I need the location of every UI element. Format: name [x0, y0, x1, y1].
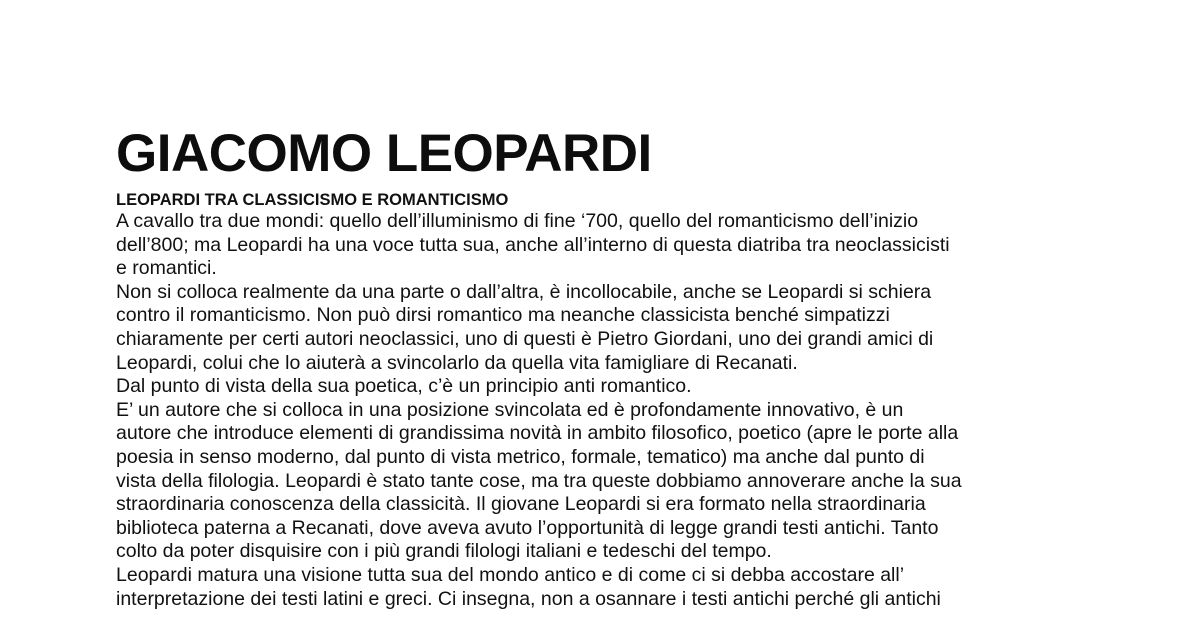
text-line: Leopardi, colui che lo aiuterà a svincolarlo da quella vita famigliare di Recanati.	[116, 351, 798, 374]
body-paragraph	[116, 210, 1106, 611]
text-line: chiaramente per certi autori neoclassici, uno di questi è Pietro Giordani, uno dei grandi amici di	[116, 327, 934, 350]
text-line: autore che introduce elementi di grandissima novità in ambito filosofico, poetico (apre le porte alla	[116, 422, 959, 445]
text-line: E’ un autore che si colloca in una posizione svincolata ed è profondamente innovativo, è un	[116, 398, 904, 421]
document-page	[116, 124, 1106, 611]
text-line: straordinaria conoscenza della classicità. Il giovane Leopardi si era formato nella straordinaria	[116, 493, 926, 516]
text-line: Dal punto di vista della sua poetica, c’è un principio anti romantico.	[116, 375, 692, 398]
section-heading: LEOPARDI TRA CLASSICISMO E ROMANTICISMO	[116, 191, 509, 209]
text-line: Leopardi matura una visione tutta sua del mondo antico e di come ci si debba accostare all’	[116, 563, 905, 586]
text-line: contro il romanticismo. Non può dirsi romantico ma neanche classicista benché simpatizzi	[116, 304, 890, 327]
text-line: poesia in senso moderno, dal punto di vista metrico, formale, tematico) ma anche dal punto di	[116, 445, 925, 468]
text-line: colto da poter disquisire con i più grandi filologi italiani e tedeschi del tempo.	[116, 540, 772, 563]
text-line: vista della filologia. Leopardi è stato tante cose, ma tra queste dobbiamo annoverare anche la sua	[116, 469, 962, 492]
text-line: Non si colloca realmente da una parte o dall’altra, è incollocabile, anche se Leopardi si schiera	[116, 280, 932, 303]
text-line: biblioteca paterna a Recanati, dove aveva avuto l’opportunità di legge grandi testi antichi. Tanto	[116, 516, 939, 539]
text-line: interpretazione dei testi latini e greci. Ci insegna, non a osannare i testi antichi perché gli antichi	[116, 587, 941, 610]
text-line: dell’800; ma Leopardi ha una voce tutta sua, anche all’interno di questa diatriba tra neoclassicisti	[116, 233, 950, 256]
text-line: e romantici.	[116, 257, 217, 280]
text-line: A cavallo tra due mondi: quello dell’illuminismo di fine ‘700, quello del romanticismo dell’inizio	[116, 210, 919, 232]
document-title: GIACOMO LEOPARDI	[116, 124, 652, 183]
